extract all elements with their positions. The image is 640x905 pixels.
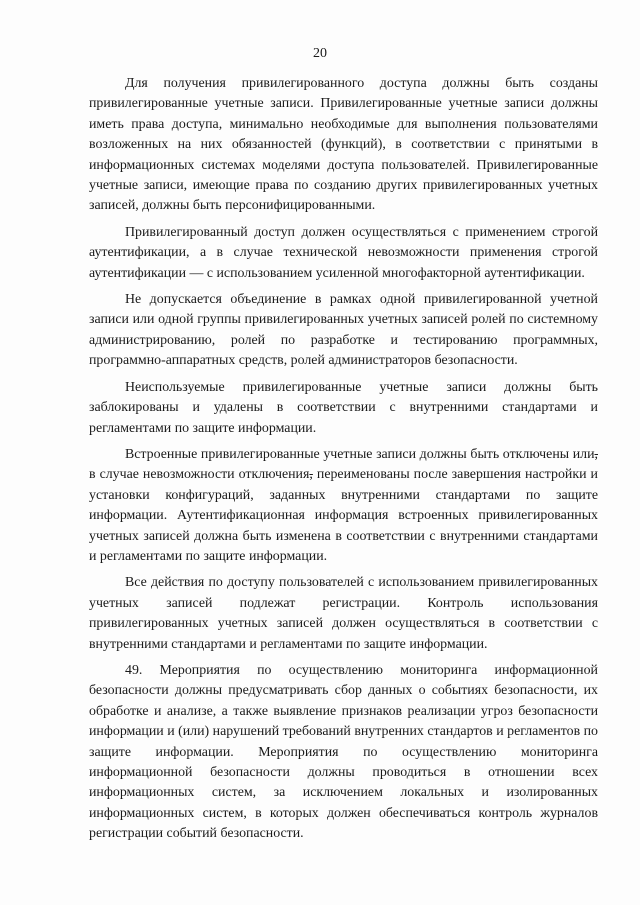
paragraph-role-separation: Не допускается объединение в рамках одной привилегированной учетной записи или одной группы привилегированных учетных записей ролей по системному администрированию, ролей по разработке и тестированию программных, программно-аппаратных средств, ролей администраторов безопасности.	[89, 292, 598, 369]
paragraph-access-logging: Все действия по доступу пользователей с использованием привилегированных учетных записей подлежат регистрации. Контроль использования привилегированных учетных записей должен осуществляться в соответствии с внутренними стандартами и регламентами по защите информации.	[89, 575, 598, 652]
builtin-text-3: переименованы после завершения настройки и установки конфигураций, заданных внутренними стандартами по защите информации. Аутентификационная информация встроенных привилегированных учетных записей должна быть изменена в соответствии с внутренними стандартами и регламентами по защите информации.	[89, 467, 598, 564]
paragraph-privileged-accounts: Для получения привилегированного доступа должны быть созданы привилегированные учетные записи. Привилегированные учетные записи должны иметь права доступа, минимально необходимые для выполнения пользователями возложенных на них обязанностей (функций), в соответствии с принятыми в информационных системах моделями доступа пользователей. Привилегированные учетные записи, имеющие права по созданию других привилегированных учетных записей, должны быть персонифицированными.	[89, 76, 598, 214]
paragraph-monitoring-49: 49. Мероприятия по осуществлению мониторинга информационной безопасности должны предусматривать сбор данных о событиях безопасности, их обработке и анализе, а также выявление признаков реализации угроз безопасности информации и (или) нарушений требований внутренних стандартов и регламентов по защите информации. Мероприятия по осуществлению мониторинга информационной безопасности должны проводиться в отношении всех информационных систем, за исключением локальных и изолированных информационных систем, в которых должен обеспечиваться контроль журналов регистрации событий безопасности.	[89, 662, 598, 842]
builtin-text-2: в случае невозможности отключения	[89, 467, 310, 483]
paragraph-unused-accounts: Неиспользуемые привилегированные учетные записи должны быть заблокированы и удалены в соответствии с внутренними стандартами и регламентами по защите информации.	[89, 379, 598, 436]
builtin-text-1: Встроенные привилегированные учетные записи должны быть отключены или	[125, 446, 595, 462]
body-text	[89, 74, 598, 851]
paragraph-builtin-accounts	[89, 445, 598, 567]
page-number: 20	[313, 46, 327, 61]
paragraph-strong-authentication: Привилегированный доступ должен осуществляться с применением строгой аутентификации, а в случае технической невозможности применения строгой аутентификации — с использованием усиленной многофакторной аутентификации.	[89, 224, 598, 281]
struck-comma-2: ,	[309, 467, 313, 483]
struck-comma-1: ,	[594, 446, 598, 462]
